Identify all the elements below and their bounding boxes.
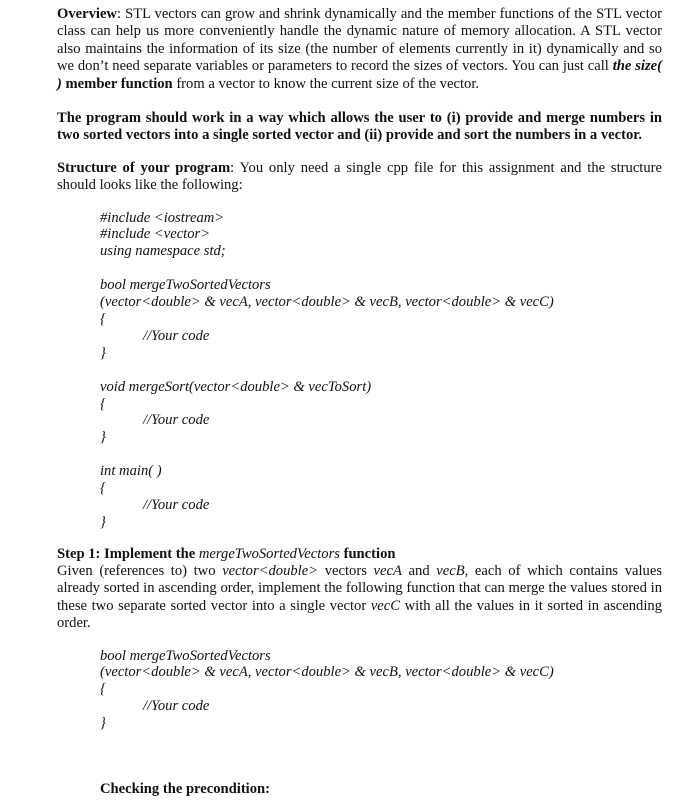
code-include-iostream: #include <iostream> [100,209,225,226]
code-close-brace: } [100,429,106,446]
code-open-brace: { [100,311,106,328]
checking-precondition-heading: Checking the precondition: [100,780,271,797]
structure-label: Structure of your program [57,159,231,176]
code-main-signature: int main( ) [100,463,162,480]
step1-heading: Step 1: Implement the mergeTwoSortedVectors function [57,545,396,562]
code-step1 [100,648,662,732]
code-comment: //Your code [143,412,210,429]
code-using-namespace: using namespace std; [100,243,226,260]
code-close-brace: } [100,344,106,361]
code-sort-signature: void mergeSort(vector<double> & vecToSort) [100,378,372,395]
step1-function-name: mergeTwoSortedVectors [198,545,340,562]
requirement-paragraph: The program should work in a way which allows the user to (i) provide and merge numbers in two sorted vectors into a single sorted vector and (ii) provide and sort the numbers in a vector. [57,110,662,144]
size-call: the size( ) [57,58,662,92]
code-comment: //Your code [143,496,210,513]
code-merge-signature-line1: bool mergeTwoSortedVectors [100,277,271,294]
code-comment: //Your code [143,698,210,714]
code-comment: //Your code [143,327,210,344]
code-open-brace: { [100,681,106,698]
code-template [100,210,662,531]
document-page [57,6,662,798]
step1-paragraph: Given (references to) two vector<double> vectors vecA and vecB, each of which contains values already sorted in ascending order, implement the following function that can merge the values stored in these two separate sorted vector into a single vector vecC with all the values in it sorted in ascending order. [57,562,662,632]
structure-paragraph: Structure of your program: You only need a single cpp file for this assignment and the structure should looks like the following: [57,159,662,194]
overview-paragraph: Overview: STL vectors can grow and shrink dynamically and the member functions of the STL vector class can help us more conveniently handle the dynamic nature of memory allocation. A STL vector also maintains the information of its size (the number of elements currently in it) dynamically and so we don’t need separate variables or parameters to record the sizes of vectors. You can just call the size( ) member function from a vector to know the current size of the vector. [57,6,662,92]
code-include-vector: #include <vector> [100,226,211,243]
code-close-brace: } [100,714,106,731]
code-merge-signature-line2: (vector<double> & vecA, vector<double> & vecB, vector<double> & vecC) [100,664,554,681]
code-open-brace: { [100,395,106,412]
code-merge-signature-line2: (vector<double> & vecA, vector<double> & vecB, vector<double> & vecC) [100,294,554,311]
code-open-brace: { [100,480,106,497]
code-close-brace: } [100,513,106,530]
overview-label: Overview [57,6,117,22]
code-merge-signature-line1: bool mergeTwoSortedVectors [100,647,271,664]
